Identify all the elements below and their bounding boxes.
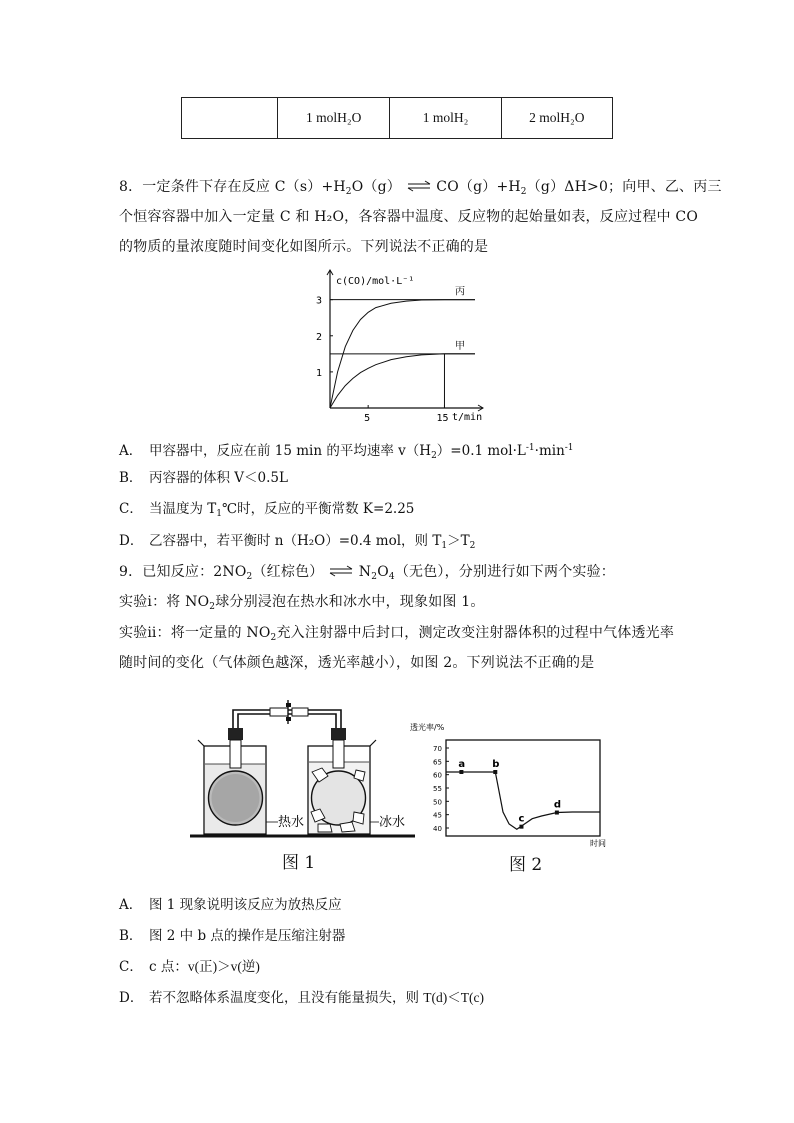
table-cell-jia: 1 molH₂O — [278, 98, 390, 139]
table-cell-bing: 2 molH₂O — [501, 98, 612, 139]
co-concentration-chart — [300, 268, 510, 426]
chart2-point-label: c — [518, 813, 525, 825]
chart1-y-tick-label: 1 — [316, 367, 323, 379]
figure-1-caption: 图 1 — [282, 853, 316, 873]
reversible-arrow-icon — [406, 179, 432, 193]
chart2-point-marker — [459, 770, 463, 774]
reaction-conditions-table — [181, 97, 613, 139]
table-cell-empty — [182, 98, 278, 139]
chart2-y-tick-label: 65 — [433, 758, 442, 767]
q9-line-3: 实验ⅱ：将一定量的 $NO_2$充入注射器中后封口，测定改变注射器体积的过程中气体透光率 — [119, 625, 675, 643]
chart2-y-tick-label: 45 — [433, 811, 442, 820]
chart2-y-tick-label: 60 — [433, 771, 442, 780]
chart2-point-label: b — [492, 759, 500, 770]
chart2-point-marker — [555, 811, 559, 815]
chart1-y-tick-label: 3 — [316, 295, 323, 307]
q9-option-b: B． 图 2 中 b 点的操作是压缩注射器 — [119, 928, 346, 944]
chart1-series-line — [330, 354, 475, 408]
q8-option-a: A． 甲容器中，反应在前 15 min 的平均速率 $v(H_2)=0.1$ $mol\cdot L^{-1}\cdot\min^{-1}$ — [119, 443, 574, 461]
chart1-y-tick-label: 2 — [316, 331, 323, 343]
chart2-point-marker — [519, 825, 523, 829]
ice-water-beaker — [308, 728, 376, 834]
q8-line-1: 8．一定条件下存在反应 $C(s)+H_2O(g)$ $CO(g)+H_2(g)\Delta H>0$；向甲、乙、丙三 — [119, 179, 722, 197]
q9-option-c: C． c 点：v(正)＞v(逆) — [119, 959, 260, 975]
chart2-point-label: a — [458, 759, 466, 770]
transmittance-chart — [410, 722, 610, 852]
q8-option-c: C． 当温度为 $T_1℃$时，反应的平衡常数 K=2.25 — [119, 501, 415, 519]
q8-option-b: B． 丙容器的体积 V＜0.5L — [119, 470, 288, 486]
chart2-y-tick-label: 40 — [433, 825, 442, 833]
chart2-y-tick-label: 50 — [433, 798, 442, 807]
q8-option-d: D． 乙容器中，若平衡时 n（H₂O）=0.4 mol，则 $T_1>T_2$ — [119, 533, 476, 551]
q9-line-4: 随时间的变化（气体颜色越深，透光率越小），如图 2。下列说法不正确的是 — [119, 655, 595, 671]
chart2-point-label: d — [553, 799, 562, 811]
chart1-y-axis-label: c(CO)/mol·L⁻¹ — [336, 276, 415, 287]
chart2-y-tick-label: 70 — [433, 745, 442, 753]
chart1-series-label: 甲 — [455, 340, 465, 352]
q9-line-1: 9．已知反应：$2NO_2$（红棕色） $N_2O_4$（无色），分别进行如下两个实验： — [119, 564, 616, 582]
clamp-icon — [270, 700, 308, 724]
ice-water-label: 冰水 — [379, 815, 406, 830]
q8-line-3: 的物质的量浓度随时间变化如图所示。下列说法不正确的是 — [119, 239, 489, 255]
q8-line-2: 个恒容容器中加入一定量 C 和 H₂O，各容器中温度、反应物的起始量如表，反应过程中 CO — [119, 209, 698, 225]
chart2-y-tick-label: 55 — [433, 785, 442, 793]
q9-line-2: 实验ⅰ：将 $NO_2$球分别浸泡在热水和冰水中，现象如图 1。 — [119, 594, 485, 612]
chart1-x-tick-label: 5 — [364, 413, 371, 424]
q9-option-a: A． 图 1 现象说明该反应为放热反应 — [119, 897, 342, 913]
chart2-x-axis-label: 时间 — [590, 839, 606, 848]
figure-1-apparatus — [190, 700, 415, 842]
reversible-arrow-icon — [328, 564, 354, 578]
chart1-x-axis-label: t/min — [452, 412, 483, 423]
hot-water-label: 热水 — [278, 815, 305, 830]
chart2-point-marker — [493, 770, 497, 774]
chart2-y-axis-label: 透光率/% — [410, 723, 445, 732]
table-cell-yi: 1 molH₂ — [390, 98, 501, 139]
chart1-series-label: 丙 — [455, 286, 465, 298]
figure-2-caption: 图 2 — [509, 855, 543, 875]
chart1-x-tick-label: 15 — [436, 413, 449, 424]
q9-option-d: D． 若不忽略体系温度变化，且没有能量损失，则 T(d)＜T(c) — [119, 990, 485, 1006]
hot-water-beaker — [198, 728, 266, 834]
